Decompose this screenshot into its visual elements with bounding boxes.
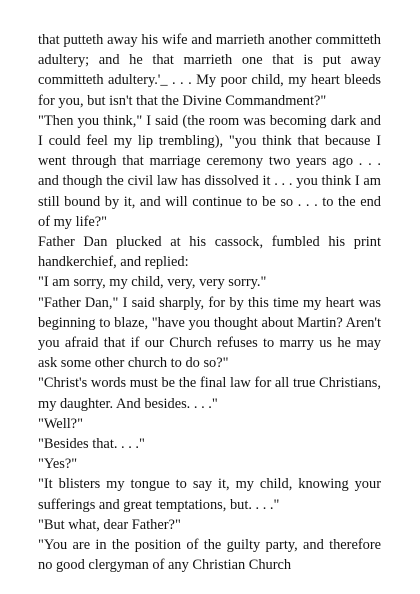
paragraph: Father Dan plucked at his cassock, fumbled his print handkerchief, and replied: — [38, 234, 381, 271]
paragraph: "It blisters my tongue to say it, my child, knowing your sufferings and great temptations, but. . . ." — [38, 476, 381, 513]
book-page — [38, 30, 381, 575]
paragraph: "Then you think," I said (the room was becoming dark and I could feel my lip trembling), "you think that because I went through that marriage ceremony two years ago . . . and though the civil law has dissolved it . . . you think I am still bound by it, and will continue to be so . . . to the end of my life?" — [38, 112, 381, 230]
paragraph: "Well?" — [38, 415, 83, 432]
paragraph: that putteth away his wife and marrieth another committeth adultery; and he that marrieth one that is put away committeth adultery.'_ . . . My poor child, my heart bleeds for you, but isn't that the Divine Commandment?" — [38, 32, 381, 109]
paragraph: "Yes?" — [38, 456, 78, 473]
paragraph: "Christ's words must be the final law for all true Christians, my daughter. And besides. . . ." — [38, 375, 381, 412]
paragraph: "You are in the position of the guilty party, and therefore no good clergyman of any Christian Church — [38, 537, 381, 574]
paragraph: "I am sorry, my child, very, very sorry." — [38, 274, 267, 291]
paragraph: "Besides that. . . ." — [38, 436, 145, 453]
paragraph: "Father Dan," I said sharply, for by this time my heart was beginning to blaze, "have you thought about Martin? Aren't you afraid that if our Church refuses to marry us he may ask some other church to do so?" — [38, 294, 381, 372]
paragraph: "But what, dear Father?" — [38, 516, 181, 533]
